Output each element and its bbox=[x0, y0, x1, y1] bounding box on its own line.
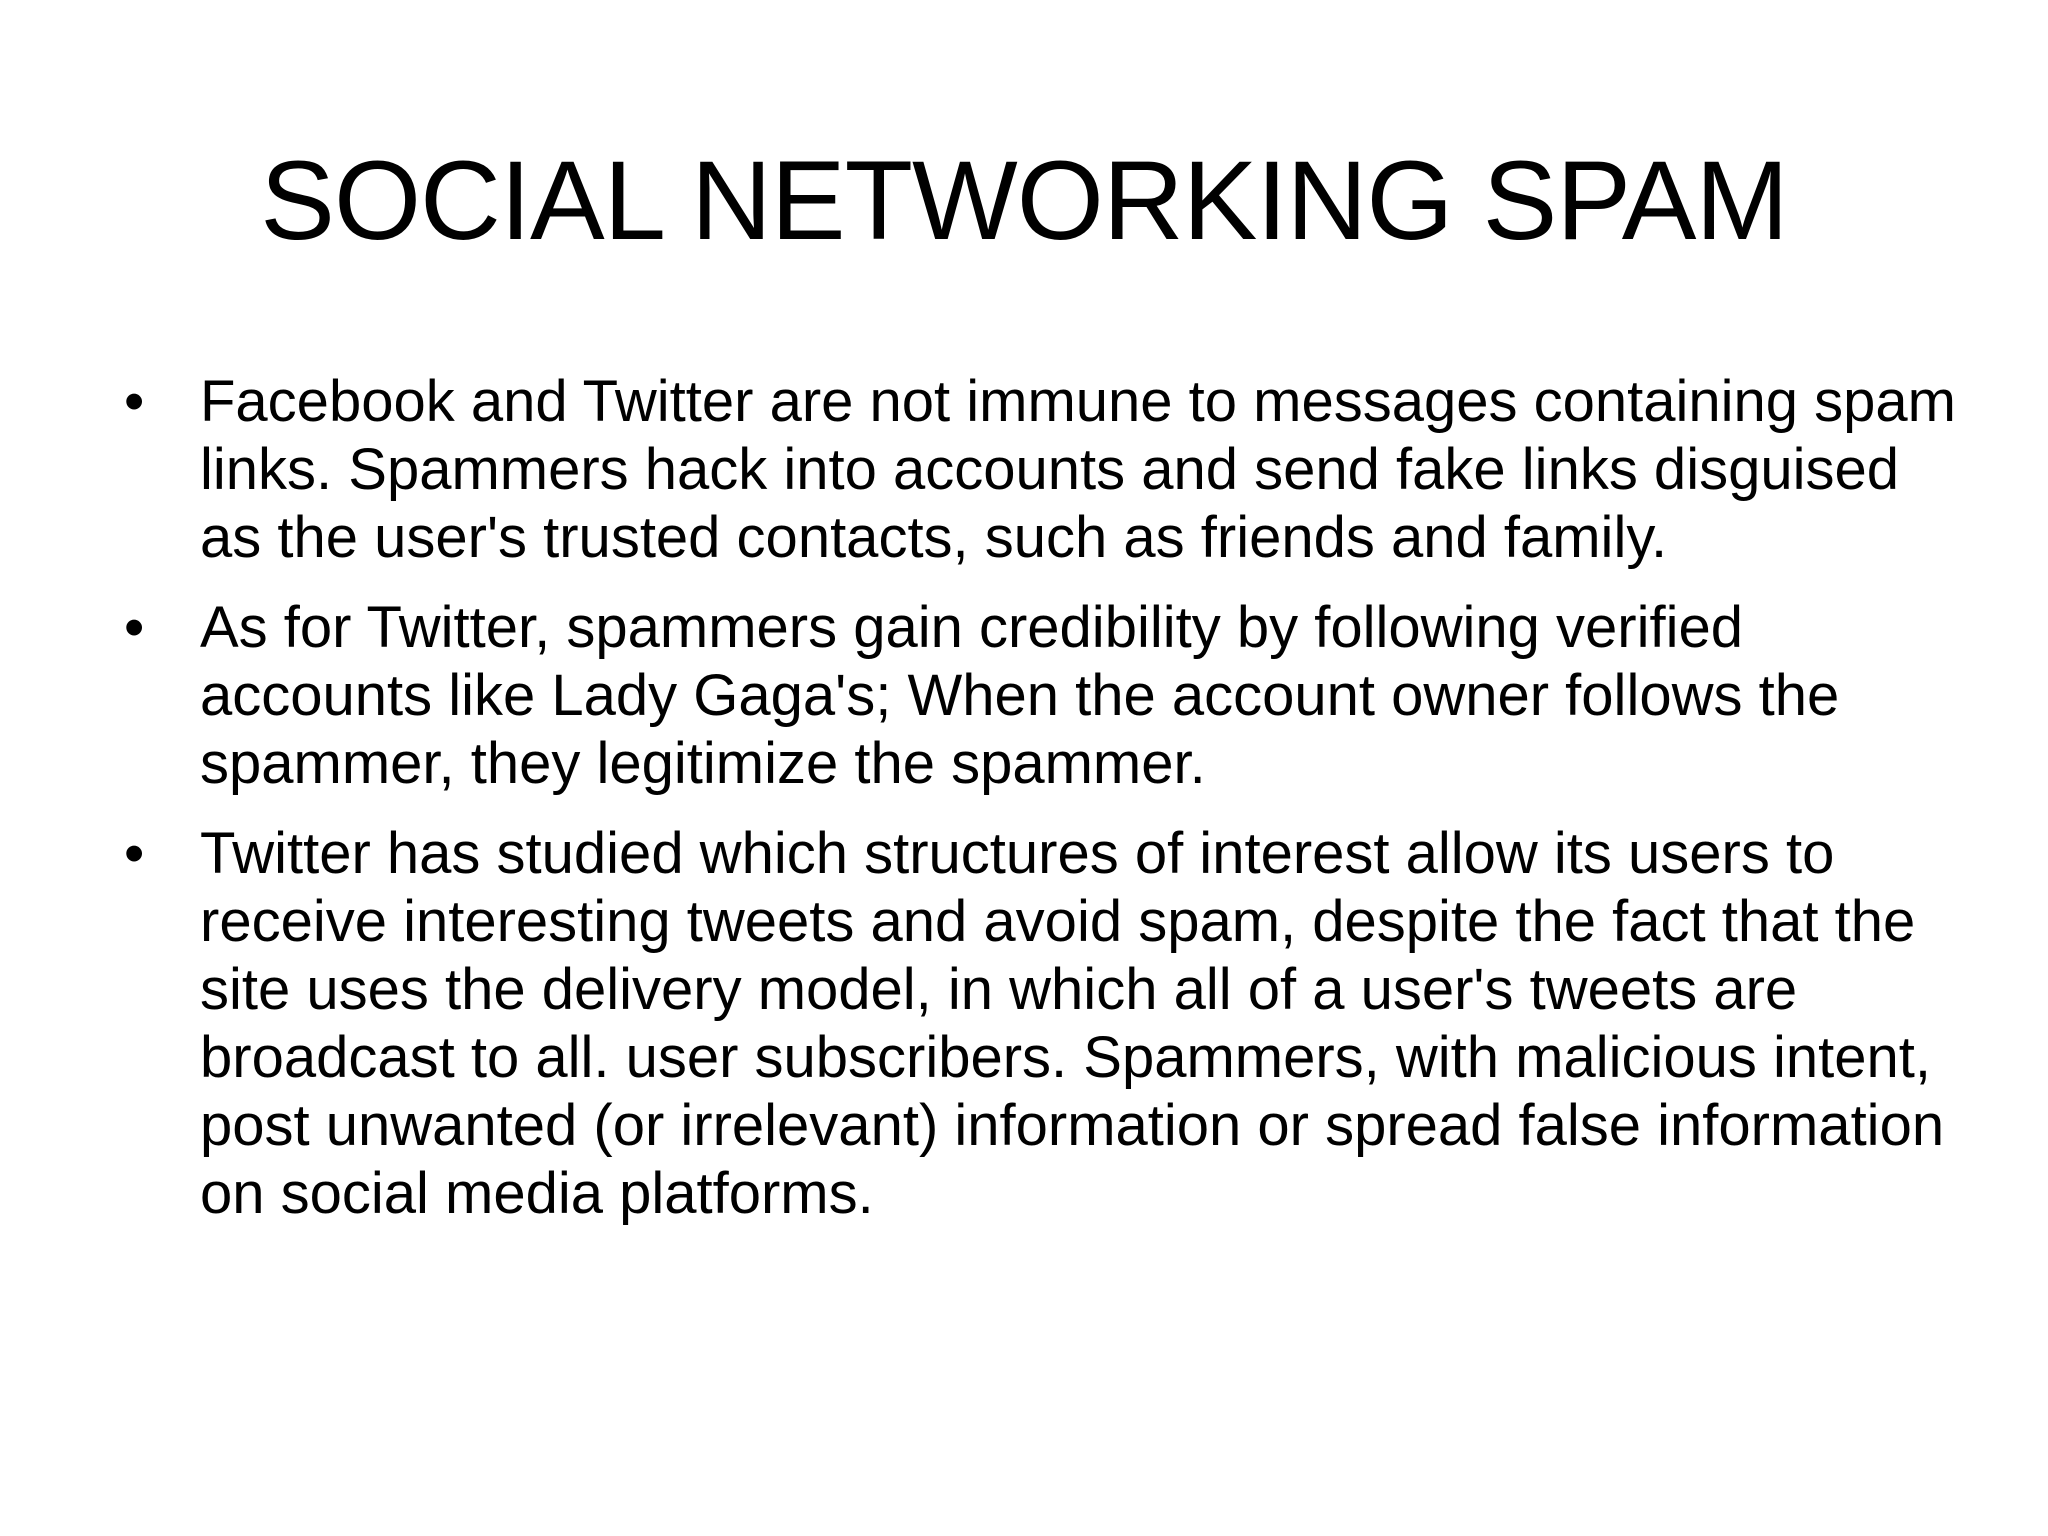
bullet-icon: • bbox=[124, 821, 145, 886]
bullet-text: Facebook and Twitter are not immune to messages containing spam links. Spammers hack into accounts and send fake links disguised as the user's trusted contacts, such as friends and family. bbox=[200, 369, 1956, 570]
bullet-item bbox=[124, 594, 1960, 798]
bullet-list bbox=[124, 368, 1960, 1250]
bullet-item bbox=[124, 368, 1960, 572]
bullet-icon: • bbox=[124, 595, 145, 660]
bullet-icon: • bbox=[124, 369, 145, 434]
bullet-item bbox=[124, 820, 1960, 1228]
bullet-text: Twitter has studied which structures of interest allow its users to receive interesting tweets and avoid spam, despite the fact that the site uses the delivery model, in which all of a user's tweets are broadcast to all. user subscribers. Spammers, with malicious intent, post unwanted (or irrelevant) information or spread false information on social media platforms. bbox=[200, 821, 1945, 1226]
bullet-text: As for Twitter, spammers gain credibility by following verified accounts like Lady Gaga's; When the account owner follows the spammer, they legitimize the spammer. bbox=[200, 595, 1840, 796]
slide-title: SOCIAL NETWORKING SPAM bbox=[260, 138, 1788, 263]
